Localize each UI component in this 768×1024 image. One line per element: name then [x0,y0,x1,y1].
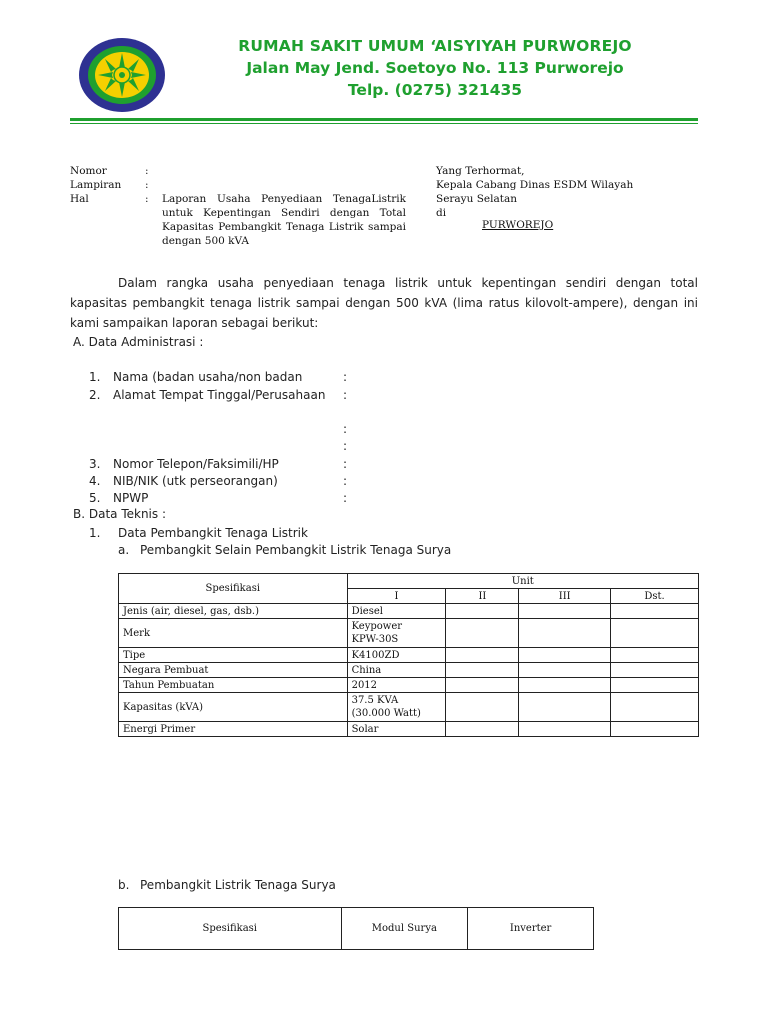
hal-label: Hal [70,193,89,205]
empty-cell [446,619,519,648]
admin-item-sep: : [343,457,348,471]
admin-item-name: Nama (badan usaha/non badan [113,370,303,384]
empty-cell [611,693,699,722]
letterhead-divider [70,118,698,121]
hospital-phone: Telp. (0275) 321435 [347,81,523,99]
value-line: KPW-30S [351,634,399,645]
empty-cell [519,722,611,737]
value-line: 37.5 KVA [351,695,399,706]
admin-item-phone: Nomor Telepon/Faksimili/HP [113,457,279,471]
empty-cell [519,693,611,722]
empty-cell [446,693,519,722]
table-row [119,722,699,737]
empty-cell [611,648,699,663]
empty-cell [611,678,699,693]
unit-col-header: I [347,589,446,604]
empty-cell [611,619,699,648]
admin-item-address: Alamat Tempat Tinggal/Perusahaan [113,388,326,402]
admin-item-num: 3. [89,457,101,471]
nomor-sep: : [145,165,149,177]
empty-cell [519,663,611,678]
unit-header: Unit [347,574,698,589]
solar-spec-table [118,907,594,950]
section-a-title: A. Data Administrasi : [73,335,204,349]
admin-item-sep: : [343,474,348,488]
spec-cell: Merk [119,619,348,648]
admin-item-sep: : [343,422,348,436]
admin-item-sep: : [343,439,348,453]
value-cell: Solar [347,722,446,737]
spec-cell: Jenis (air, diesel, gas, dsb.) [119,604,348,619]
hospital-name: RUMAH SAKIT UMUM ‘AISYIYAH PURWOREJO [238,37,632,55]
empty-cell [446,663,519,678]
value-cell: Diesel [347,604,446,619]
value-cell [347,619,446,648]
empty-cell [519,678,611,693]
empty-cell [611,663,699,678]
subsection-a-num: a. [118,543,130,557]
value-cell [347,693,446,722]
letterhead-divider-thin [70,123,698,124]
intro-text: Dalam rangka usaha penyediaan tenaga listrik untuk kepentingan sendiri dengan total kapasitas pembangkit tenaga listrik sampai dengan 500 kVA (lima ratus kilovolt-ampere), dengan ini kami sampaikan laporan sebagai berikut: [70,276,698,330]
empty-cell [446,722,519,737]
table-row [119,663,699,678]
spec-cell: Energi Primer [119,722,348,737]
admin-item-sep: : [343,491,348,505]
empty-cell [611,722,699,737]
empty-cell [611,604,699,619]
solar-spec-header: Spesifikasi [119,908,342,950]
spec-cell: Tahun Pembuatan [119,678,348,693]
admin-item-num: 5. [89,491,101,505]
recipient-office: Kepala Cabang Dinas ESDM Wilayah [436,179,634,191]
spec-cell: Tipe [119,648,348,663]
recipient-di: di [436,207,447,219]
admin-item-num: 4. [89,474,101,488]
subsection-b-title: Pembangkit Listrik Tenaga Surya [140,878,336,892]
subsection-a-title: Pembangkit Selain Pembangkit Listrik Tenaga Surya [140,543,452,557]
value-cell: China [347,663,446,678]
table-row [119,604,699,619]
recipient-region: Serayu Selatan [436,193,517,205]
hal-sep: : [145,193,149,205]
hospital-address: Jalan May Jend. Soetoyo No. 113 Purworejo [246,59,624,77]
unit-col-header: Dst. [611,589,699,604]
empty-cell [519,619,611,648]
admin-item-sep: : [343,370,348,384]
generator-spec-table [118,573,699,737]
unit-col-header: III [519,589,611,604]
value-line: (30.000 Watt) [351,708,421,719]
value-cell: K4100ZD [347,648,446,663]
nomor-label: Nomor [70,165,107,177]
aisyiyah-emblem-icon [78,37,166,113]
table-row [119,693,699,722]
recipient-greeting: Yang Terhormat, [436,165,525,177]
section-b-title: B. Data Teknis : [73,507,166,521]
section-b1-num: 1. [89,526,101,540]
table-row [119,619,699,648]
solar-module-header: Modul Surya [341,908,468,950]
empty-cell [446,678,519,693]
lampiran-sep: : [145,179,149,191]
empty-cell [519,604,611,619]
table-row [119,648,699,663]
empty-cell [446,648,519,663]
admin-item-num: 2. [89,388,101,402]
admin-item-sep: : [343,388,348,402]
table-row [119,908,594,950]
lampiran-label: Lampiran [70,179,122,191]
admin-item-npwp: NPWP [113,491,149,505]
empty-cell [519,648,611,663]
value-line: Keypower [351,621,403,632]
unit-col-header: II [446,589,519,604]
recipient-city: PURWOREJO [482,219,554,231]
value-cell: 2012 [347,678,446,693]
spec-cell: Kapasitas (kVA) [119,693,348,722]
solar-inverter-header: Inverter [468,908,594,950]
hal-value: Laporan Usaha Penyediaan TenagaListrik untuk Kepentingan Sendiri dengan Total Kapasitas Pembangkit Tenaga Listrik sampai dengan 500 kVA [162,193,406,247]
table-row [119,678,699,693]
intro-paragraph [70,273,698,333]
subsection-b-num: b. [118,878,130,892]
section-b1-title: Data Pembangkit Tenaga Listrik [118,526,308,540]
admin-item-nib: NIB/NIK (utk perseorangan) [113,474,278,488]
empty-cell [446,604,519,619]
spec-cell: Negara Pembuat [119,663,348,678]
admin-item-num: 1. [89,370,101,384]
spec-header: Spesifikasi [119,574,348,604]
